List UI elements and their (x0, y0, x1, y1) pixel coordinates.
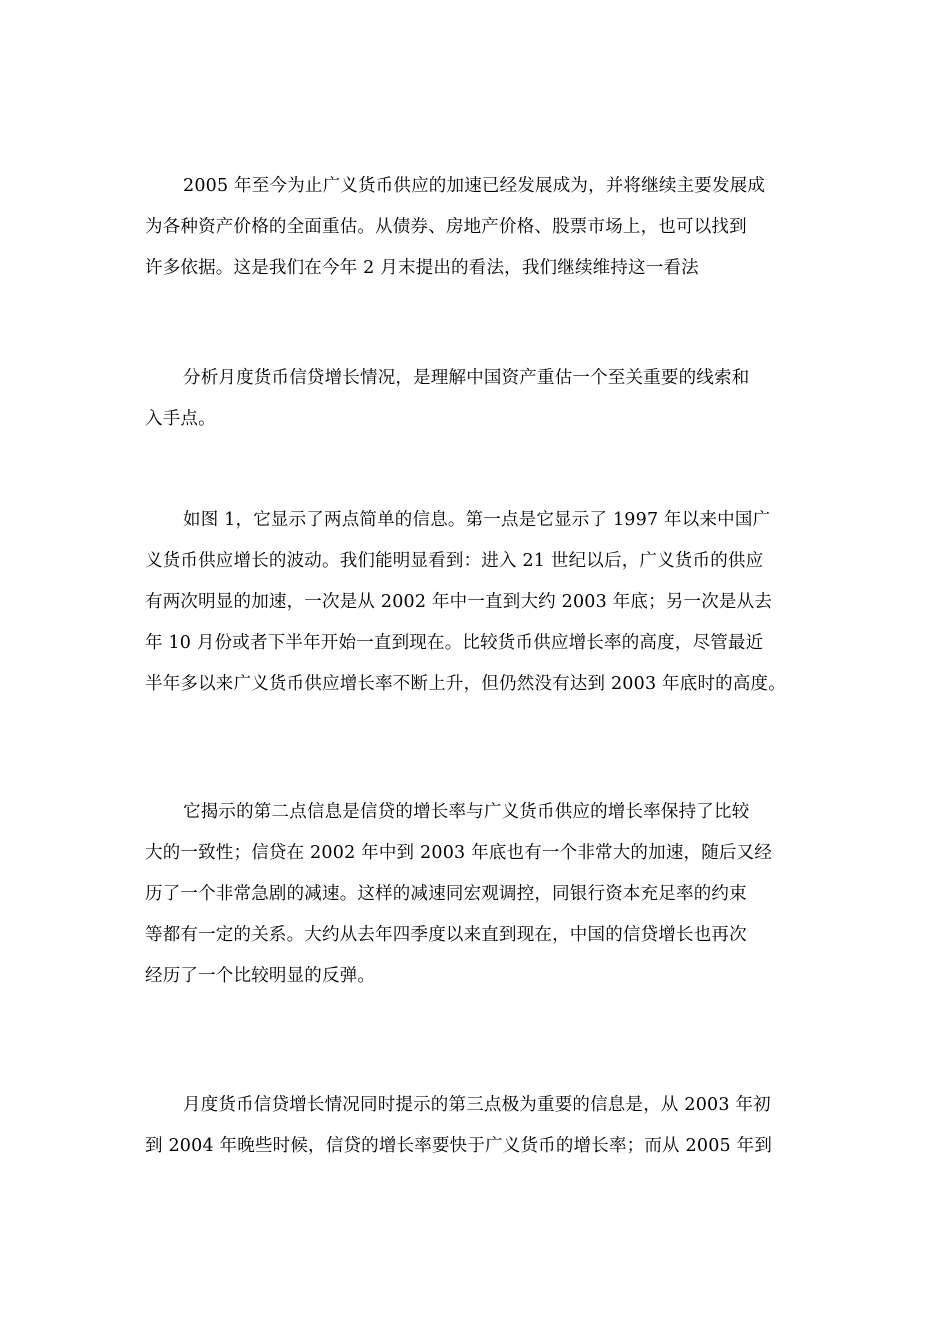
paragraph-line: 半年多以来广义货币供应增长率不断上升，但仍然没有达到 2003 年底时的高度。 (145, 674, 786, 694)
paragraph-line: 等都有一定的关系。大约从去年四季度以来直到现在，中国的信贷增长也再次 (145, 925, 747, 945)
paragraph-line: 入手点。 (145, 409, 216, 429)
paragraph-line: 年 10 月份或者下半年开始一直到现在。比较货币供应增长率的高度，尽管最近 (145, 633, 764, 653)
paragraph-line: 经历了一个比较明显的反弹。 (145, 966, 376, 986)
paragraph-3 (145, 500, 825, 705)
paragraph-line: 到 2004 年晚些时候，信贷的增长率要快于广义货币的增长率；而从 2005 年到 (145, 1136, 773, 1156)
paragraph-line: 许多依据。这是我们在今年 2 月末提出的看法，我们继续维持这一看法 (145, 258, 699, 278)
paragraph-line: 有两次明显的加速，一次是从 2002 年中一直到大约 2003 年底；另一次是从去 (145, 592, 773, 612)
paragraph-line: 2005 年至今为止广义货币供应的加速已经发展成为，并将继续主要发展成 (183, 176, 766, 196)
paragraph-line: 历了一个非常急剧的减速。这样的减速同宏观调控，同银行资本充足率的约束 (145, 884, 747, 904)
paragraph-2 (145, 358, 825, 440)
paragraph-line: 如图 1，它显示了两点简单的信息。第一点是它显示了 1997 年以来中国广 (183, 510, 771, 530)
paragraph-line: 分析月度货币信贷增长情况，是理解中国资产重估一个至关重要的线索和 (183, 368, 750, 388)
paragraph-line: 月度货币信贷增长情况同时提示的第三点极为重要的信息是，从 2003 年初 (183, 1095, 771, 1115)
paragraph-line: 大的一致性；信贷在 2002 年中到 2003 年底也有一个非常大的加速，随后又经 (145, 843, 773, 863)
paragraph-line: 它揭示的第二点信息是信贷的增长率与广义货币供应的增长率保持了比较 (183, 802, 750, 822)
paragraph-1 (145, 166, 825, 289)
paragraph-4 (145, 792, 825, 997)
paragraph-line: 义货币供应增长的波动。我们能明显看到：进入 21 世纪以后，广义货币的供应 (145, 551, 764, 571)
paragraph-line: 为各种资产价格的全面重估。从债券、房地产价格、股票市场上，也可以找到 (145, 217, 747, 237)
paragraph-5 (145, 1085, 825, 1167)
